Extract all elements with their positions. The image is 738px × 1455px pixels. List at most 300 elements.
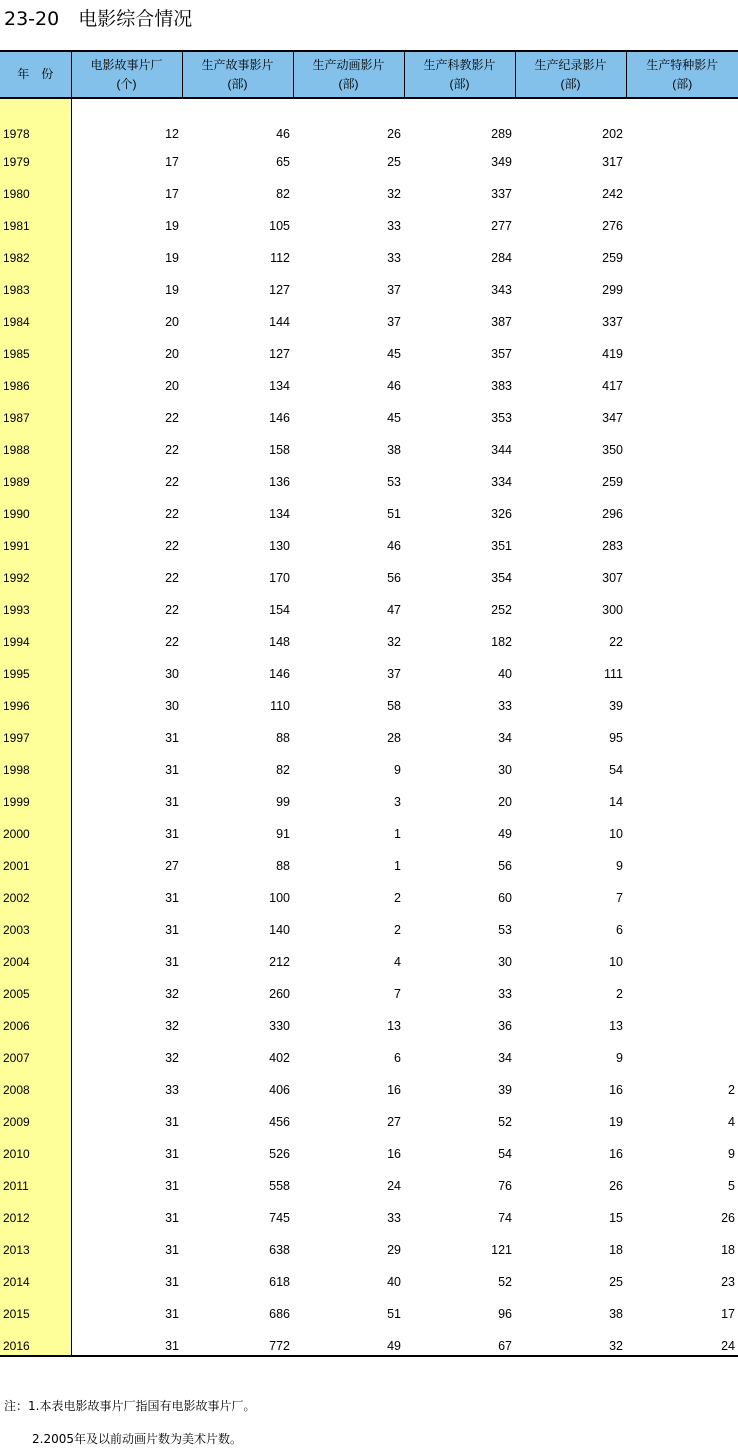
animated-films-cell: 2 xyxy=(394,923,401,937)
table-row xyxy=(0,235,738,267)
feature-films-cell: 100 xyxy=(269,891,290,905)
table-row xyxy=(0,203,738,235)
science-films-cell: 56 xyxy=(498,859,512,873)
feature-films-cell: 112 xyxy=(270,251,290,265)
feature-films-cell: 558 xyxy=(269,1179,290,1193)
feature-films-cell: 148 xyxy=(269,635,290,649)
table-row xyxy=(0,811,738,843)
science-films-cell: 49 xyxy=(498,827,512,841)
table-row xyxy=(0,1035,738,1067)
feature-films-cell: 146 xyxy=(269,667,290,681)
studios-cell: 31 xyxy=(165,763,179,777)
science-films-cell: 53 xyxy=(498,923,512,937)
feature-films-cell: 686 xyxy=(269,1307,290,1321)
table-row xyxy=(0,459,738,491)
special-films-cell xyxy=(626,715,738,747)
documentary-films-cell: 259 xyxy=(602,251,623,265)
header-label: 生产动画影片 xyxy=(312,57,385,72)
special-films-cell xyxy=(626,143,738,171)
year-cell: 2011 xyxy=(0,1163,71,1195)
table-row xyxy=(0,1131,738,1163)
animated-films-cell: 6 xyxy=(394,1051,401,1065)
animated-films-cell: 3 xyxy=(394,795,401,809)
feature-films-cell: 82 xyxy=(276,763,290,777)
special-films-cell xyxy=(626,491,738,523)
table-row xyxy=(0,1163,738,1195)
special-films-cell xyxy=(626,235,738,267)
animated-films-cell: 58 xyxy=(387,699,401,713)
table-row xyxy=(0,1227,738,1259)
special-films-cell xyxy=(626,683,738,715)
science-films-cell: 36 xyxy=(498,1019,512,1033)
documentary-films-cell: 299 xyxy=(602,283,623,297)
special-films-cell xyxy=(626,523,738,555)
year-cell: 2004 xyxy=(0,939,71,971)
year-cell: 1989 xyxy=(0,459,71,491)
special-films-cell xyxy=(626,1035,738,1067)
table-row xyxy=(0,651,738,683)
documentary-films-cell: 276 xyxy=(602,219,623,233)
animated-films-cell: 1 xyxy=(394,859,401,873)
documentary-films-cell: 10 xyxy=(609,955,623,969)
documentary-films-cell: 111 xyxy=(603,667,623,681)
animated-films-cell: 38 xyxy=(387,443,401,457)
feature-films-cell: 46 xyxy=(276,127,290,141)
year-cell: 1979 xyxy=(0,143,71,171)
feature-films-cell: 140 xyxy=(269,923,290,937)
table-row xyxy=(0,907,738,939)
table-row xyxy=(0,1323,738,1356)
studios-cell: 32 xyxy=(165,987,179,1001)
documentary-films-cell: 350 xyxy=(602,443,623,457)
feature-films-cell: 406 xyxy=(269,1083,290,1097)
special-films-cell xyxy=(626,587,738,619)
year-cell: 1978 xyxy=(0,115,71,143)
animated-films-cell: 37 xyxy=(387,667,401,681)
header-label: 年 份 xyxy=(17,67,54,81)
animated-films-cell: 2 xyxy=(394,891,401,905)
studios-cell: 17 xyxy=(165,155,179,169)
animated-films-cell: 33 xyxy=(387,219,401,233)
studios-cell: 22 xyxy=(165,411,179,425)
feature-films-cell: 212 xyxy=(269,955,290,969)
animated-films-cell: 46 xyxy=(387,539,401,553)
documentary-films-cell: 417 xyxy=(602,379,623,393)
documentary-films-cell: 2 xyxy=(616,987,623,1001)
special-films-cell xyxy=(626,779,738,811)
documentary-films-cell: 38 xyxy=(609,1307,623,1321)
documentary-films-cell: 16 xyxy=(609,1147,623,1161)
science-films-cell: 39 xyxy=(498,1083,512,1097)
year-cell xyxy=(0,98,71,115)
studios-cell: 20 xyxy=(165,379,179,393)
studios-cell: 31 xyxy=(165,1115,179,1129)
header-science-films xyxy=(404,51,515,98)
header-unit: (部) xyxy=(560,76,581,91)
science-films-cell: 33 xyxy=(498,699,512,713)
year-cell: 1987 xyxy=(0,395,71,427)
feature-films-cell: 127 xyxy=(269,283,290,297)
feature-films-cell: 134 xyxy=(269,507,290,521)
animated-films-cell: 53 xyxy=(387,475,401,489)
table-row xyxy=(0,747,738,779)
table-row xyxy=(0,939,738,971)
feature-films-cell: 526 xyxy=(269,1147,290,1161)
special-films-cell xyxy=(626,939,738,971)
documentary-films-cell: 242 xyxy=(602,187,623,201)
studios-cell: 31 xyxy=(165,923,179,937)
science-films-cell: 54 xyxy=(498,1147,512,1161)
header-year xyxy=(0,51,71,98)
feature-films-cell: 330 xyxy=(269,1019,290,1033)
animated-films-cell: 56 xyxy=(387,571,401,585)
year-cell: 1993 xyxy=(0,587,71,619)
header-label: 生产科教影片 xyxy=(423,57,496,72)
science-films-cell: 337 xyxy=(491,187,512,201)
special-films-cell: 4 xyxy=(728,1115,735,1129)
feature-films-cell: 144 xyxy=(269,315,290,329)
animated-films-cell: 16 xyxy=(387,1147,401,1161)
science-films-cell: 277 xyxy=(491,219,512,233)
year-cell: 1985 xyxy=(0,331,71,363)
science-films-cell: 121 xyxy=(491,1243,512,1257)
science-films-cell: 34 xyxy=(498,1051,512,1065)
studios-cell: 22 xyxy=(165,571,179,585)
studios-cell: 19 xyxy=(165,283,179,297)
documentary-films-cell: 15 xyxy=(609,1211,623,1225)
year-cell: 2012 xyxy=(0,1195,71,1227)
studios-cell: 19 xyxy=(165,219,179,233)
studios-cell: 12 xyxy=(165,127,179,141)
feature-films-cell: 82 xyxy=(276,187,290,201)
table-row xyxy=(0,1195,738,1227)
feature-films-cell: 260 xyxy=(269,987,290,1001)
special-films-cell xyxy=(626,1003,738,1035)
animated-films-cell: 4 xyxy=(394,955,401,969)
documentary-films-cell: 14 xyxy=(609,795,623,809)
feature-films-cell: 158 xyxy=(269,443,290,457)
table-row xyxy=(0,427,738,459)
special-films-cell xyxy=(626,363,738,395)
studios-cell: 31 xyxy=(165,1211,179,1225)
year-cell: 1991 xyxy=(0,523,71,555)
studios-cell: 32 xyxy=(165,1051,179,1065)
year-cell: 1981 xyxy=(0,203,71,235)
science-films-cell: 343 xyxy=(491,283,512,297)
table-note-2: 2.2005年及以前动画片数为美术片数。 xyxy=(32,1432,242,1446)
year-cell: 2010 xyxy=(0,1131,71,1163)
animated-films-cell: 33 xyxy=(387,1211,401,1225)
feature-films-cell: 134 xyxy=(269,379,290,393)
year-cell: 1984 xyxy=(0,299,71,331)
science-films-cell: 96 xyxy=(498,1307,512,1321)
studios-cell: 31 xyxy=(71,1323,182,1356)
animated-films-cell: 24 xyxy=(387,1179,401,1193)
table-row xyxy=(0,715,738,747)
special-films-cell xyxy=(626,811,738,843)
feature-films-cell: 127 xyxy=(269,347,290,361)
year-cell: 1983 xyxy=(0,267,71,299)
special-films-cell xyxy=(626,267,738,299)
science-films-cell: 30 xyxy=(498,763,512,777)
table-row xyxy=(0,299,738,331)
feature-films-cell: 638 xyxy=(269,1243,290,1257)
studios-cell: 22 xyxy=(165,507,179,521)
feature-films-cell: 772 xyxy=(182,1323,293,1356)
documentary-films-cell: 25 xyxy=(609,1275,623,1289)
table-row xyxy=(0,331,738,363)
year-cell: 1980 xyxy=(0,171,71,203)
animated-films-cell: 27 xyxy=(387,1115,401,1129)
feature-films-cell: 402 xyxy=(269,1051,290,1065)
studios-cell: 31 xyxy=(165,795,179,809)
animated-films-cell: 37 xyxy=(387,283,401,297)
documentary-films-cell: 13 xyxy=(609,1019,623,1033)
header-feature-films xyxy=(182,51,293,98)
year-cell: 1986 xyxy=(0,363,71,395)
science-films-cell: 182 xyxy=(491,635,512,649)
documentary-films-cell: 32 xyxy=(515,1323,626,1356)
year-cell: 1995 xyxy=(0,651,71,683)
animated-films-cell: 51 xyxy=(387,1307,401,1321)
documentary-films-cell: 283 xyxy=(602,539,623,553)
animated-films-cell: 33 xyxy=(387,251,401,265)
documentary-films-cell: 19 xyxy=(609,1115,623,1129)
special-films-cell xyxy=(626,395,738,427)
special-films-cell xyxy=(626,907,738,939)
science-films-cell: 387 xyxy=(491,315,512,329)
table-row xyxy=(0,1099,738,1131)
special-films-cell xyxy=(626,115,738,143)
header-label: 生产特种影片 xyxy=(646,57,719,72)
studios-cell: 20 xyxy=(165,347,179,361)
feature-films-cell: 99 xyxy=(276,795,290,809)
animated-films-cell: 32 xyxy=(387,187,401,201)
studios-cell: 20 xyxy=(165,315,179,329)
studios-cell: 32 xyxy=(165,1019,179,1033)
science-films-cell: 284 xyxy=(491,251,512,265)
science-films-cell: 52 xyxy=(498,1275,512,1289)
documentary-films-cell: 317 xyxy=(602,155,623,169)
table-row xyxy=(0,523,738,555)
studios-cell: 27 xyxy=(165,859,179,873)
animated-films-cell: 47 xyxy=(387,603,401,617)
table-header xyxy=(0,51,738,98)
header-label: 生产故事影片 xyxy=(201,57,274,72)
studios-cell: 33 xyxy=(165,1083,179,1097)
studios-cell: 31 xyxy=(165,891,179,905)
studios-cell: 31 xyxy=(165,731,179,745)
special-films-cell xyxy=(626,747,738,779)
special-films-cell: 2 xyxy=(728,1083,735,1097)
table-row xyxy=(0,843,738,875)
documentary-films-cell: 307 xyxy=(602,571,623,585)
year-cell: 2008 xyxy=(0,1067,71,1099)
animated-films-cell: 29 xyxy=(387,1243,401,1257)
table-row xyxy=(0,971,738,1003)
year-cell: 2014 xyxy=(0,1259,71,1291)
year-cell: 2000 xyxy=(0,811,71,843)
animated-films-cell: 49 xyxy=(293,1323,404,1356)
animated-films-cell: 26 xyxy=(387,127,401,141)
animated-films-cell: 37 xyxy=(387,315,401,329)
animated-films-cell: 25 xyxy=(387,155,401,169)
science-films-cell: 40 xyxy=(498,667,512,681)
table-row xyxy=(0,875,738,907)
special-films-cell: 9 xyxy=(728,1147,735,1161)
year-cell: 1999 xyxy=(0,779,71,811)
documentary-films-cell: 95 xyxy=(609,731,623,745)
table-row xyxy=(0,683,738,715)
special-films-cell xyxy=(626,171,738,203)
special-films-cell xyxy=(626,971,738,1003)
feature-films-cell: 88 xyxy=(276,859,290,873)
animated-films-cell: 45 xyxy=(387,411,401,425)
documentary-films-cell: 296 xyxy=(602,507,623,521)
studios-cell: 31 xyxy=(165,827,179,841)
table-row xyxy=(0,619,738,651)
studios-cell: 31 xyxy=(165,1147,179,1161)
special-films-cell: 23 xyxy=(721,1275,735,1289)
science-films-cell: 67 xyxy=(404,1323,515,1356)
table-row xyxy=(0,363,738,395)
studios-cell: 31 xyxy=(165,1243,179,1257)
feature-films-cell: 146 xyxy=(269,411,290,425)
table-row xyxy=(0,171,738,203)
year-cell: 2009 xyxy=(0,1099,71,1131)
table-row xyxy=(0,587,738,619)
studios-cell: 31 xyxy=(165,1179,179,1193)
documentary-films-cell: 6 xyxy=(616,923,623,937)
header-label: 电影故事片厂 xyxy=(90,57,163,72)
science-films-cell: 344 xyxy=(491,443,512,457)
feature-films-cell: 170 xyxy=(269,571,290,585)
feature-films-cell: 88 xyxy=(276,731,290,745)
table-row xyxy=(0,115,738,143)
year-cell: 2006 xyxy=(0,1003,71,1035)
studios-cell: 22 xyxy=(165,603,179,617)
documentary-films-cell: 26 xyxy=(609,1179,623,1193)
year-cell: 2001 xyxy=(0,843,71,875)
science-films-cell: 33 xyxy=(498,987,512,1001)
animated-films-cell: 45 xyxy=(387,347,401,361)
spacer-row xyxy=(0,98,738,115)
table-body xyxy=(0,98,738,1356)
feature-films-cell: 456 xyxy=(269,1115,290,1129)
special-films-cell: 24 xyxy=(626,1323,738,1356)
documentary-films-cell: 9 xyxy=(616,859,623,873)
documentary-films-cell: 18 xyxy=(609,1243,623,1257)
studios-cell: 19 xyxy=(165,251,179,265)
science-films-cell: 60 xyxy=(498,891,512,905)
science-films-cell: 383 xyxy=(491,379,512,393)
feature-films-cell: 136 xyxy=(269,475,290,489)
year-cell: 1982 xyxy=(0,235,71,267)
science-films-cell: 354 xyxy=(491,571,512,585)
animated-films-cell: 9 xyxy=(394,763,401,777)
header-unit: (部) xyxy=(338,76,359,91)
header-special-films xyxy=(626,51,738,98)
feature-films-cell: 154 xyxy=(269,603,290,617)
science-films-cell: 76 xyxy=(498,1179,512,1193)
special-films-cell xyxy=(626,299,738,331)
table-row xyxy=(0,267,738,299)
year-cell: 1992 xyxy=(0,555,71,587)
special-films-cell xyxy=(626,843,738,875)
studios-cell: 31 xyxy=(165,1275,179,1289)
documentary-films-cell: 347 xyxy=(602,411,623,425)
table-row xyxy=(0,555,738,587)
studios-cell: 17 xyxy=(165,187,179,201)
year-cell: 2016 xyxy=(0,1323,71,1356)
special-films-cell xyxy=(626,331,738,363)
header-studios xyxy=(71,51,182,98)
studios-cell: 31 xyxy=(165,955,179,969)
feature-films-cell: 91 xyxy=(276,827,290,841)
table-note-1: 注：1.本表电影故事片厂指国有电影故事片厂。 xyxy=(4,1399,256,1413)
table-row xyxy=(0,143,738,171)
studios-cell: 22 xyxy=(165,635,179,649)
feature-films-cell: 130 xyxy=(269,539,290,553)
studios-cell: 22 xyxy=(165,539,179,553)
special-films-cell xyxy=(626,651,738,683)
studios-cell: 22 xyxy=(165,475,179,489)
science-films-cell: 351 xyxy=(491,539,512,553)
animated-films-cell: 40 xyxy=(387,1275,401,1289)
documentary-films-cell: 22 xyxy=(609,635,623,649)
documentary-films-cell: 54 xyxy=(609,763,623,777)
table-row xyxy=(0,491,738,523)
special-films-cell xyxy=(626,875,738,907)
year-cell: 2005 xyxy=(0,971,71,1003)
year-cell: 1990 xyxy=(0,491,71,523)
science-films-cell: 52 xyxy=(498,1115,512,1129)
special-films-cell xyxy=(626,619,738,651)
special-films-cell xyxy=(626,555,738,587)
table-row xyxy=(0,779,738,811)
science-films-cell: 30 xyxy=(498,955,512,969)
science-films-cell: 326 xyxy=(491,507,512,521)
science-films-cell: 334 xyxy=(491,475,512,489)
documentary-films-cell: 202 xyxy=(602,127,623,141)
year-cell: 2013 xyxy=(0,1227,71,1259)
header-animated-films xyxy=(293,51,404,98)
special-films-cell xyxy=(626,203,738,235)
header-unit: (部) xyxy=(449,76,470,91)
header-unit: (部) xyxy=(227,76,248,91)
header-unit: (个) xyxy=(116,76,137,91)
science-films-cell: 252 xyxy=(491,603,512,617)
table-row xyxy=(0,395,738,427)
science-films-cell: 289 xyxy=(491,127,512,141)
year-cell: 1996 xyxy=(0,683,71,715)
animated-films-cell: 7 xyxy=(394,987,401,1001)
year-cell: 1988 xyxy=(0,427,71,459)
animated-films-cell: 46 xyxy=(387,379,401,393)
film-statistics-table xyxy=(0,50,738,1357)
feature-films-cell: 618 xyxy=(269,1275,290,1289)
year-cell: 2015 xyxy=(0,1291,71,1323)
header-documentary-films xyxy=(515,51,626,98)
science-films-cell: 357 xyxy=(491,347,512,361)
feature-films-cell: 105 xyxy=(269,219,290,233)
special-films-cell: 17 xyxy=(721,1307,735,1321)
header-label: 生产纪录影片 xyxy=(534,57,607,72)
special-films-cell: 18 xyxy=(721,1243,735,1257)
table-row xyxy=(0,1259,738,1291)
special-films-cell xyxy=(626,427,738,459)
studios-cell: 30 xyxy=(165,667,179,681)
